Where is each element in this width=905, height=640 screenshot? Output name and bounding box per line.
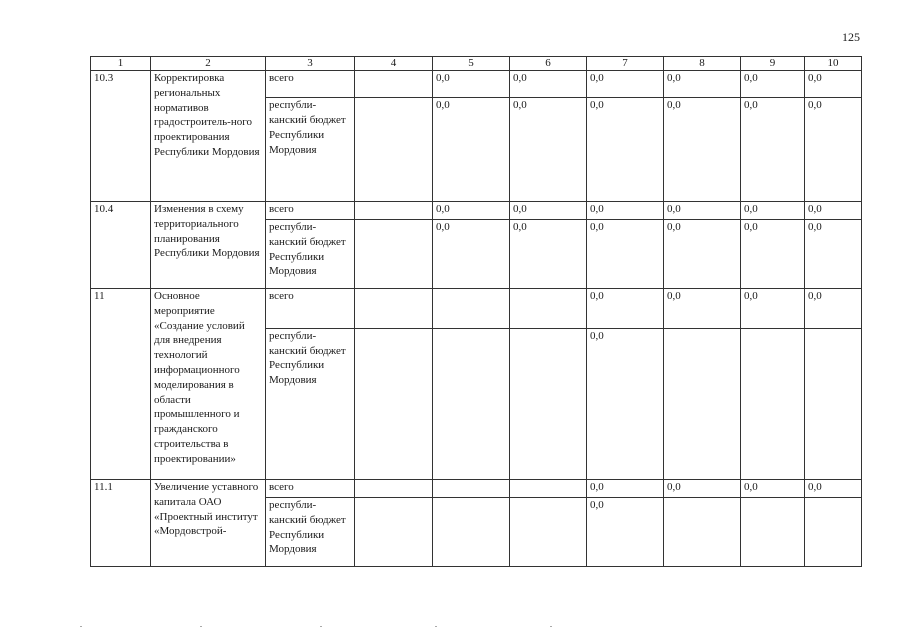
value-cell-10: 0,0 <box>805 480 862 498</box>
header-cell-9: 9 <box>741 57 805 71</box>
value-cell-5: 0,0 <box>433 202 510 220</box>
value-cell-8: 0,0 <box>664 480 741 498</box>
activity-name: Корректировка региональных нормативов градостроитель-ного проектирования Республики Мордовия <box>151 71 266 202</box>
value-cell-7: 0,0 <box>587 328 664 479</box>
funding-source: республи-канский бюджет Республики Мордовия <box>266 220 355 289</box>
value-cell-8 <box>664 498 741 567</box>
value-cell-8: 0,0 <box>664 220 741 289</box>
value-cell-7: 0,0 <box>587 498 664 567</box>
value-cell-7: 0,0 <box>587 480 664 498</box>
funding-source: республи-канский бюджет Республики Мордовия <box>266 98 355 202</box>
activity-name: Увеличение уставного капитала ОАО «Проектный институт «Мордовстрой- <box>151 480 266 567</box>
value-cell-6 <box>510 328 587 479</box>
value-cell-4 <box>355 98 433 202</box>
funding-source: всего <box>266 289 355 329</box>
funding-source: республи-канский бюджет Республики Мордовия <box>266 328 355 479</box>
value-cell-7: 0,0 <box>587 220 664 289</box>
value-cell-5 <box>433 289 510 329</box>
value-cell-6: 0,0 <box>510 202 587 220</box>
header-cell-7: 7 <box>587 57 664 71</box>
table-row <box>91 480 862 498</box>
value-cell-7: 0,0 <box>587 289 664 329</box>
value-cell-10 <box>805 328 862 479</box>
value-cell-8 <box>664 328 741 479</box>
funding-source: всего <box>266 202 355 220</box>
value-cell-7: 0,0 <box>587 98 664 202</box>
value-cell-10 <box>805 498 862 567</box>
value-cell-9: 0,0 <box>741 202 805 220</box>
header-cell-5: 5 <box>433 57 510 71</box>
value-cell-8: 0,0 <box>664 202 741 220</box>
row-code: 10.3 <box>91 71 151 202</box>
value-cell-9: 0,0 <box>741 98 805 202</box>
table-row <box>91 71 862 98</box>
value-cell-4 <box>355 498 433 567</box>
header-cell-2: 2 <box>151 57 266 71</box>
value-cell-4 <box>355 71 433 98</box>
header-cell-1: 1 <box>91 57 151 71</box>
value-cell-4 <box>355 480 433 498</box>
row-code: 11.1 <box>91 480 151 567</box>
value-cell-7: 0,0 <box>587 202 664 220</box>
value-cell-6: 0,0 <box>510 71 587 98</box>
value-cell-5 <box>433 328 510 479</box>
value-cell-10: 0,0 <box>805 220 862 289</box>
value-cell-6 <box>510 480 587 498</box>
header-cell-6: 6 <box>510 57 587 71</box>
activity-name: Основное мероприятие «Создание условий для внедрения технологий информационного моделирования в области промышленного и гражданского строительства в проектировании» <box>151 289 266 480</box>
value-cell-5 <box>433 480 510 498</box>
activity-name: Изменения в схему территориального планирования Республики Мордовия <box>151 202 266 289</box>
row-code: 11 <box>91 289 151 480</box>
value-cell-10: 0,0 <box>805 98 862 202</box>
value-cell-7: 0,0 <box>587 71 664 98</box>
value-cell-9 <box>741 498 805 567</box>
value-cell-4 <box>355 328 433 479</box>
value-cell-5: 0,0 <box>433 71 510 98</box>
row-code: 10.4 <box>91 202 151 289</box>
value-cell-10: 0,0 <box>805 202 862 220</box>
value-cell-10: 0,0 <box>805 289 862 329</box>
value-cell-9: 0,0 <box>741 480 805 498</box>
value-cell-8: 0,0 <box>664 98 741 202</box>
value-cell-5: 0,0 <box>433 220 510 289</box>
value-cell-9: 0,0 <box>741 289 805 329</box>
header-cell-3: 3 <box>266 57 355 71</box>
value-cell-8: 0,0 <box>664 289 741 329</box>
header-cell-10: 10 <box>805 57 862 71</box>
value-cell-9: 0,0 <box>741 71 805 98</box>
value-cell-6 <box>510 289 587 329</box>
value-cell-4 <box>355 220 433 289</box>
scan-artifacts <box>80 626 580 628</box>
table-row <box>91 202 862 220</box>
value-cell-6 <box>510 498 587 567</box>
value-cell-8: 0,0 <box>664 71 741 98</box>
header-row <box>91 57 862 71</box>
value-cell-9 <box>741 328 805 479</box>
value-cell-6: 0,0 <box>510 220 587 289</box>
budget-table <box>90 56 862 567</box>
funding-source: всего <box>266 71 355 98</box>
header-cell-4: 4 <box>355 57 433 71</box>
value-cell-9: 0,0 <box>741 220 805 289</box>
value-cell-5 <box>433 498 510 567</box>
value-cell-4 <box>355 202 433 220</box>
table-row <box>91 289 862 329</box>
header-cell-8: 8 <box>664 57 741 71</box>
page-number: 125 <box>842 30 860 44</box>
value-cell-5: 0,0 <box>433 98 510 202</box>
funding-source: всего <box>266 480 355 498</box>
funding-source: республи-канский бюджет Республики Мордовия <box>266 498 355 567</box>
value-cell-4 <box>355 289 433 329</box>
value-cell-10: 0,0 <box>805 71 862 98</box>
value-cell-6: 0,0 <box>510 98 587 202</box>
